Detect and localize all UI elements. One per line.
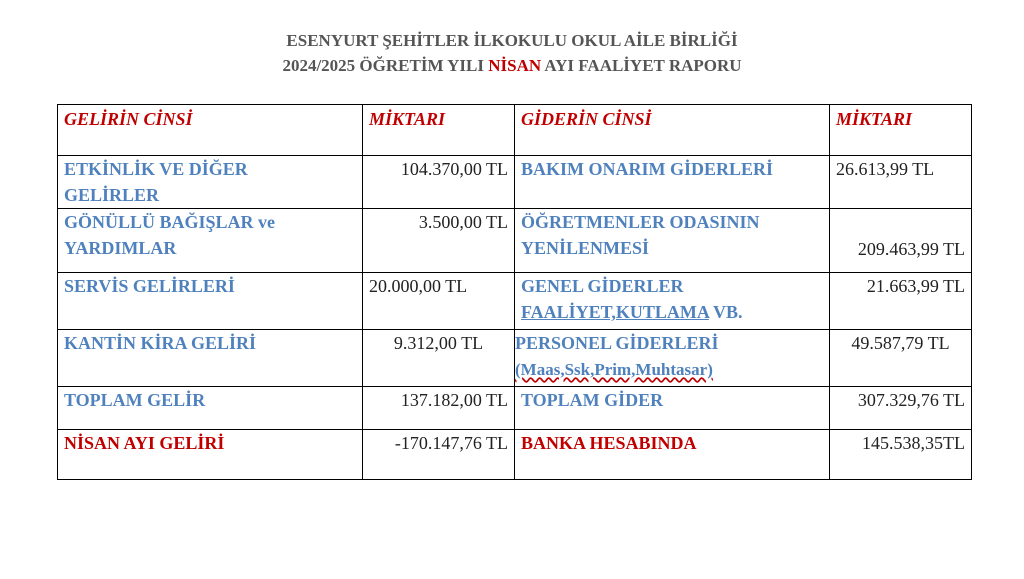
header-expense-type: GİDERİN CİNSİ bbox=[515, 105, 830, 156]
activity-report-table bbox=[57, 104, 972, 480]
subtitle-prefix: 2024/2025 ÖĞRETİM YILI bbox=[282, 56, 489, 75]
income-type-cell: GÖNÜLLÜ BAĞIŞLAR ve YARDIMLAR bbox=[58, 209, 363, 273]
table-row bbox=[58, 156, 972, 209]
month-income-amount: -170.147,76 TL bbox=[363, 430, 515, 480]
report-subtitle bbox=[0, 56, 1024, 76]
table-header-row bbox=[58, 105, 972, 156]
total-income-label: TOPLAM GELİR bbox=[58, 387, 363, 430]
header-income-amount: MİKTARI bbox=[363, 105, 515, 156]
table-row bbox=[58, 209, 972, 273]
table-row bbox=[58, 387, 972, 430]
table-row bbox=[58, 430, 972, 480]
bank-balance-label: BANKA HESABINDA bbox=[515, 430, 830, 480]
table-row bbox=[58, 330, 972, 387]
report-title: ESENYURT ŞEHİTLER İLKOKULU OKUL AİLE BİRLİĞİ bbox=[286, 31, 738, 50]
expense-amount-cell: 209.463,99 TL bbox=[830, 209, 972, 273]
expense-amount-cell: 26.613,99 TL bbox=[830, 156, 972, 209]
bank-balance-amount: 145.538,35TL bbox=[830, 430, 972, 480]
expense-amount-cell: 49.587,79 TL bbox=[830, 330, 972, 387]
income-amount-cell: 9.312,00 TL bbox=[363, 330, 515, 387]
header-income-type: GELİRİN CİNSİ bbox=[58, 105, 363, 156]
subtitle-suffix: AYI FAALİYET RAPORU bbox=[541, 56, 742, 75]
total-income-amount: 137.182,00 TL bbox=[363, 387, 515, 430]
income-amount-cell: 3.500,00 TL bbox=[363, 209, 515, 273]
header-expense-amount: MİKTARI bbox=[830, 105, 972, 156]
month-income-label: NİSAN AYI GELİRİ bbox=[58, 430, 363, 480]
expense-type-cell: PERSONEL GİDERLERİ (Maas,Ssk,Prim,Muhtasar) bbox=[515, 330, 830, 387]
expense-amount-cell: 21.663,99 TL bbox=[830, 273, 972, 330]
income-type-cell: ETKİNLİK VE DİĞER GELİRLER bbox=[58, 156, 363, 209]
table-row bbox=[58, 273, 972, 330]
income-amount-cell: 104.370,00 TL bbox=[363, 156, 515, 209]
income-type-cell: KANTİN KİRA GELİRİ bbox=[58, 330, 363, 387]
income-type-cell: SERVİS GELİRLERİ bbox=[58, 273, 363, 330]
subtitle-month: NİSAN bbox=[488, 56, 542, 75]
expense-type-cell: BAKIM ONARIM GİDERLERİ bbox=[515, 156, 830, 209]
total-expense-amount: 307.329,76 TL bbox=[830, 387, 972, 430]
expense-type-cell: ÖĞRETMENLER ODASININ YENİLENMESİ bbox=[515, 209, 830, 273]
income-amount-cell: 20.000,00 TL bbox=[363, 273, 515, 330]
expense-type-cell: GENEL GİDERLER FAALİYET,KUTLAMA VB. bbox=[515, 273, 830, 330]
total-expense-label: TOPLAM GİDER bbox=[515, 387, 830, 430]
